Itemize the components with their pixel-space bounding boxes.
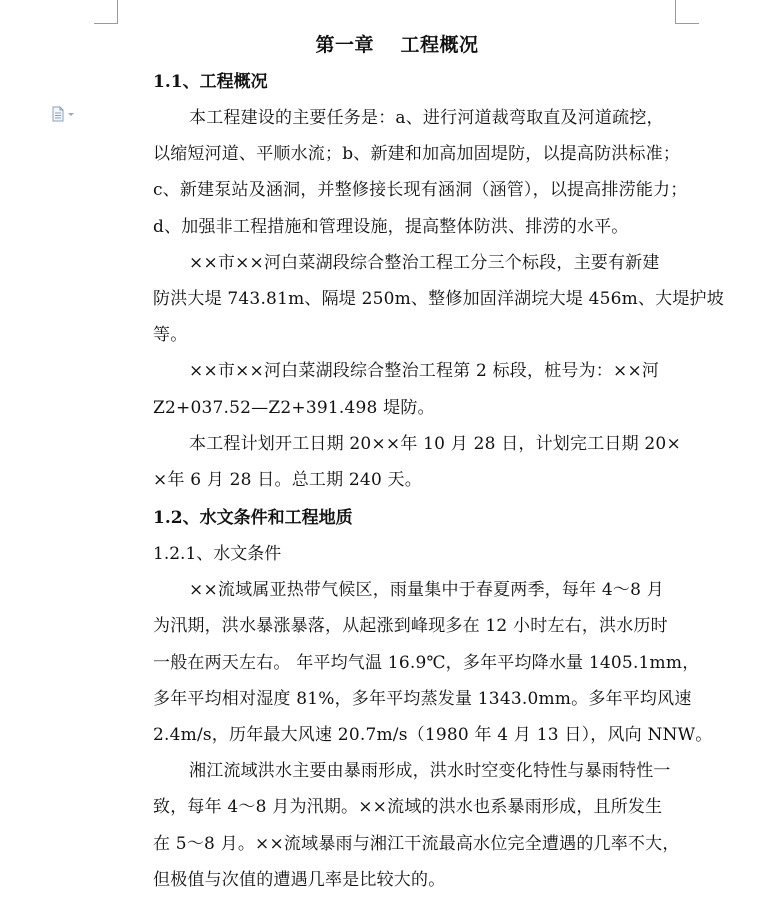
text-line: 本工程建设的主要任务是：a、进行河道裁弯取直及河道疏挖， — [189, 108, 664, 128]
crop-mark-top-right-vertical — [675, 0, 676, 24]
document-map-icon[interactable] — [50, 106, 78, 122]
text-line: 防洪大堤 743.81m、隔堤 250m、整修加固洋湖垸大堤 456m、大堤护坡 — [153, 289, 724, 310]
text-line: ××流域属亚热带气候区，雨量集中于春夏两季，每年 4～8 月 — [189, 580, 664, 601]
text-line: 多年平均相对湿度 81%，多年平均蒸发量 1343.0mm。多年平均风速 — [153, 688, 692, 709]
section-heading-1-1: 1.1、工程概况 — [153, 72, 268, 92]
text-line: 一般在两天左右。 年平均气温 16.9℃，多年平均降水量 1405.1mm， — [153, 652, 700, 673]
text-line: 在 5～8 月。××流域暴雨与湘江干流最高水位完全遭遇的几率不大， — [153, 833, 680, 854]
chapter-title: 第一章 工程概况 — [315, 34, 479, 56]
text-line: c、新建泵站及涵洞，并整修接长现有涵洞（涵管），以提高排涝能力； — [153, 180, 688, 201]
text-line: ××市××河白菜湖段综合整治工程第 2 标段，桩号为：××河 — [189, 361, 660, 382]
paragraph-project-tasks — [117, 100, 688, 245]
text-line: 以缩短河道、平顺水流；b、新建和加高加固堤防，以提高防洪标准； — [153, 144, 681, 165]
text-line: 为汛期，洪水暴涨暴落，从起涨到峰现多在 12 小时左右，洪水历时 — [153, 616, 668, 637]
paragraph-section-2-stakes — [117, 353, 677, 425]
text-line: 等。 — [153, 325, 188, 346]
paragraph-climate — [117, 572, 713, 753]
crop-mark-top-left-vertical — [117, 0, 118, 24]
paragraph-project-sections — [117, 245, 724, 354]
text-line: ××市××河白菜湖段综合整治工程工分三个标段，主要有新建 — [189, 252, 660, 273]
document-body — [117, 28, 724, 898]
text-line: 但极值与次值的遭遇几率是比较大的。 — [153, 869, 446, 890]
text-line: 2.4m/s，历年最大风速 20.7m/s（1980 年 4 月 13 日），风向 NNW。 — [153, 725, 713, 746]
paragraph-schedule — [117, 426, 681, 498]
text-line: Z2+037.52—Z2+391.498 堤防。 — [153, 397, 435, 418]
crop-mark-top-right-horizontal — [675, 23, 699, 24]
crop-mark-top-left-horizontal — [94, 23, 118, 24]
paragraph-flood — [117, 753, 680, 898]
text-line: ×年 6 月 28 日。总工期 240 天。 — [153, 470, 422, 491]
subsection-heading-1-2-1: 1.2.1、水文条件 — [153, 544, 282, 565]
text-line: 本工程计划开工日期 20××年 10 月 28 日，计划完工日期 20× — [189, 433, 681, 454]
text-line: d、加强非工程措施和管理设施，提高整体防洪、排涝的水平。 — [153, 216, 629, 237]
section-heading-1-2: 1.2、水文条件和工程地质 — [153, 508, 353, 529]
text-line: 致，每年 4～8 月为汛期。××流域的洪水也系暴雨形成，且所发生 — [153, 797, 663, 818]
text-line: 湘江流域洪水主要由暴雨形成，洪水时空变化特性与暴雨特性一 — [189, 761, 671, 782]
